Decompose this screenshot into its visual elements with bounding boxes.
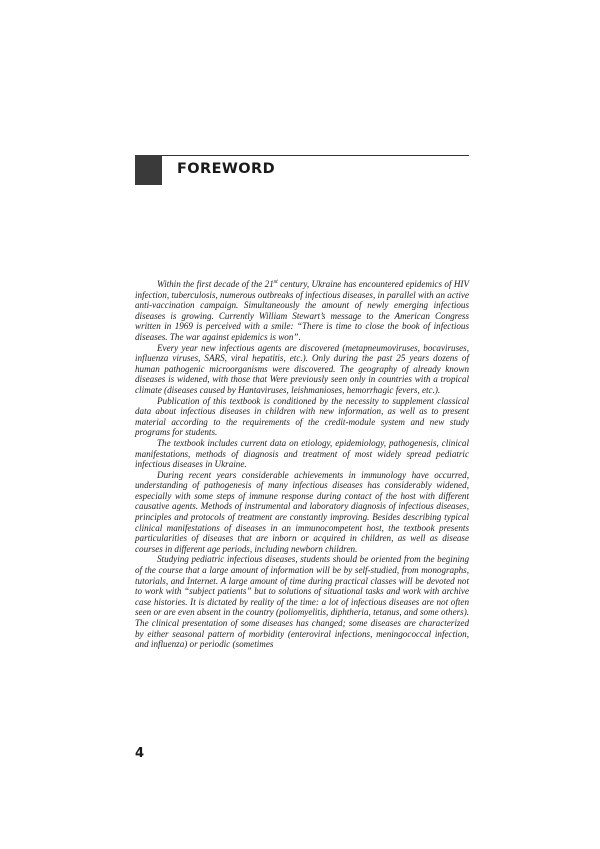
paragraph-1-before: Within the first decade of the 21 <box>157 279 274 289</box>
paragraph-5: During recent years considerable achievements in immunology have occurred, understanding of pathogenesis of many infectious diseases has considerably widened, especially with some steps of immune response during contact of the host with different causative agents. Methods of instrumental and laboratory diagnosis of infectious diseases, principles and protocols of treatment are constantly improving. Besides describing typical clinical manifestations of diseases in an immunocompetent host, the textbook presents particularities of diseases that are inborn or acquired in children, as well as disease courses in different age periods, including newborn children. <box>135 469 469 554</box>
paragraph-6: Studying pediatric infectious diseases, students should be oriented from the begining of the course that a large amount of information will be by self-studied, from monographs, tutorials, and Internet. A large amount of time during practical classes will be devoted not to work with “subject patients” but to solutions of situational tasks and work with archive case histories. It is dictated by reality of the time: a lot of infectious diseases are not often seen or are even absent in the country (poliomyelitis, diphtheria, tetanus, and some others). The clinical presentation of some diseases has changed; some diseases are characterized by either seasonal pattern of morbidity (enteroviral infections, meningococcal infection, and influenza) or periodic (sometimes <box>135 554 469 650</box>
header-rule <box>135 155 469 156</box>
header-block-marker <box>135 155 162 185</box>
page-number: 4 <box>135 746 145 761</box>
ordinal-suffix: st <box>273 278 278 285</box>
body-text <box>135 279 469 650</box>
chapter-title: FOREWORD <box>177 161 276 177</box>
paragraph-2: Every year new infectious agents are discovered (metapneumoviruses, bocaviruses, influenza viruses, SARS, viral hepatitis, etc.). Only during the past 25 years dozens of human pathogenic microorganisms were discovered. The geography of already known diseases is widened, with those that Were previously seen only in countries with a tropical climate (diseases caused by Hantaviruses, leishmanioses, hemorrhagic fevers, etc.). <box>135 342 469 395</box>
paragraph-4: The textbook includes current data on etiology, epidemiology, pathogenesis, clinical manifestations, methods of diagnosis and treatment of most widely spread pediatric infectious diseases in Ukraine. <box>135 437 469 470</box>
paragraph-1-after: century, Ukraine has encountered epidemics of HIV infection, tuberculosis, numerous outbreaks of infectious diseases, in parallel with an active anti-vaccination campaign. Simultaneously the amount of newly emerging infectious diseases is growing. Currently William Stewart’s message to the American Congress written in 1969 is perceived with a smile: “There is time to close the book of infectious diseases. The war against epidemics is won”. <box>135 279 469 342</box>
paragraph-3: Publication of this textbook is conditioned by the necessity to supplement classical data about infectious diseases in children with new information, as well as to present material according to the requirements of the credit-module system and new study programs for students. <box>135 395 469 438</box>
paragraph-1 <box>135 279 469 343</box>
chapter-header <box>135 155 469 185</box>
